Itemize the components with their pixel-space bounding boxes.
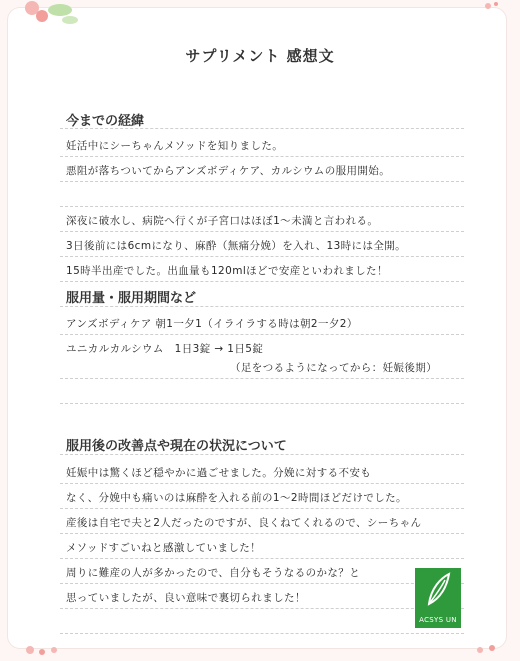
divider xyxy=(60,156,464,157)
divider xyxy=(60,181,464,182)
handwritten-line: 妊娠中は驚くほど穏やかに過ごせました。分娩に対する不安も xyxy=(66,467,372,479)
divider xyxy=(60,583,464,584)
divider xyxy=(60,403,464,404)
handwritten-line: 深夜に破水し、病院へ行くが子宮口はほぼ1～未満と言われる。 xyxy=(66,215,379,227)
flower-decoration-bottom-left xyxy=(20,640,80,661)
flower-decoration-top-right xyxy=(480,0,510,20)
handwritten-line: 周りに難産の人が多かったので、自分もそうなるのかな？と xyxy=(66,567,361,579)
handwritten-line: アンズボディケア 朝1一夕1（イライラする時は朝2一夕2） xyxy=(66,318,358,330)
divider xyxy=(60,128,464,129)
divider xyxy=(60,256,464,257)
handwritten-line: なく、分娩中も痛いのは麻酔を入れる前の1～2時間ほどだけでした。 xyxy=(66,492,407,504)
leaf-icon xyxy=(415,568,461,612)
handwritten-line: 妊活中にシーちゃんメソッドを知りました。 xyxy=(66,140,284,152)
page-title: サプリメント 感想文 xyxy=(185,47,335,65)
divider xyxy=(60,206,464,207)
divider xyxy=(60,508,464,509)
divider xyxy=(60,454,464,455)
handwritten-line: 産後は自宅で夫と2人だったのですが、良くねてくれるので、シーちゃん xyxy=(66,517,422,529)
divider xyxy=(60,281,464,282)
handwritten-line: 悪阻が落ちついてからアンズボディケア、カルシウムの服用開始。 xyxy=(66,165,391,177)
divider xyxy=(60,378,464,379)
brand-logo xyxy=(415,568,461,628)
divider xyxy=(60,483,464,484)
section-heading-history: 今までの経緯 xyxy=(66,114,145,129)
handwritten-line: 3日後前には6cmになり、麻酔（無痛分娩）を入れ、13時には全開。 xyxy=(66,240,407,252)
divider xyxy=(60,608,464,609)
divider xyxy=(60,558,464,559)
divider xyxy=(60,633,464,634)
handwritten-line: 思っていましたが、良い意味で裏切られました！ xyxy=(66,592,306,604)
section-heading-dosage: 服用量・服用期間など xyxy=(66,291,197,306)
section-heading-improvements: 服用後の改善点や現在の状況について xyxy=(66,439,287,454)
handwritten-line: 15時半出産でした。出血量も120mlほどで安産といわれました！ xyxy=(66,265,388,277)
handwritten-line: メソッドすごいねと感激していました！ xyxy=(66,542,262,554)
handwritten-line: （足をつるようになってから：妊娠後期） xyxy=(230,362,438,374)
flower-decoration-top-left xyxy=(20,0,80,30)
divider xyxy=(60,533,464,534)
handwritten-line: ユニカルカルシウム 1日3錠 → 1日5錠 xyxy=(66,343,264,355)
divider xyxy=(60,306,464,307)
divider xyxy=(60,334,464,335)
flower-decoration-bottom-right xyxy=(470,640,510,661)
divider xyxy=(60,231,464,232)
logo-text: ACSYS UN xyxy=(419,616,457,624)
